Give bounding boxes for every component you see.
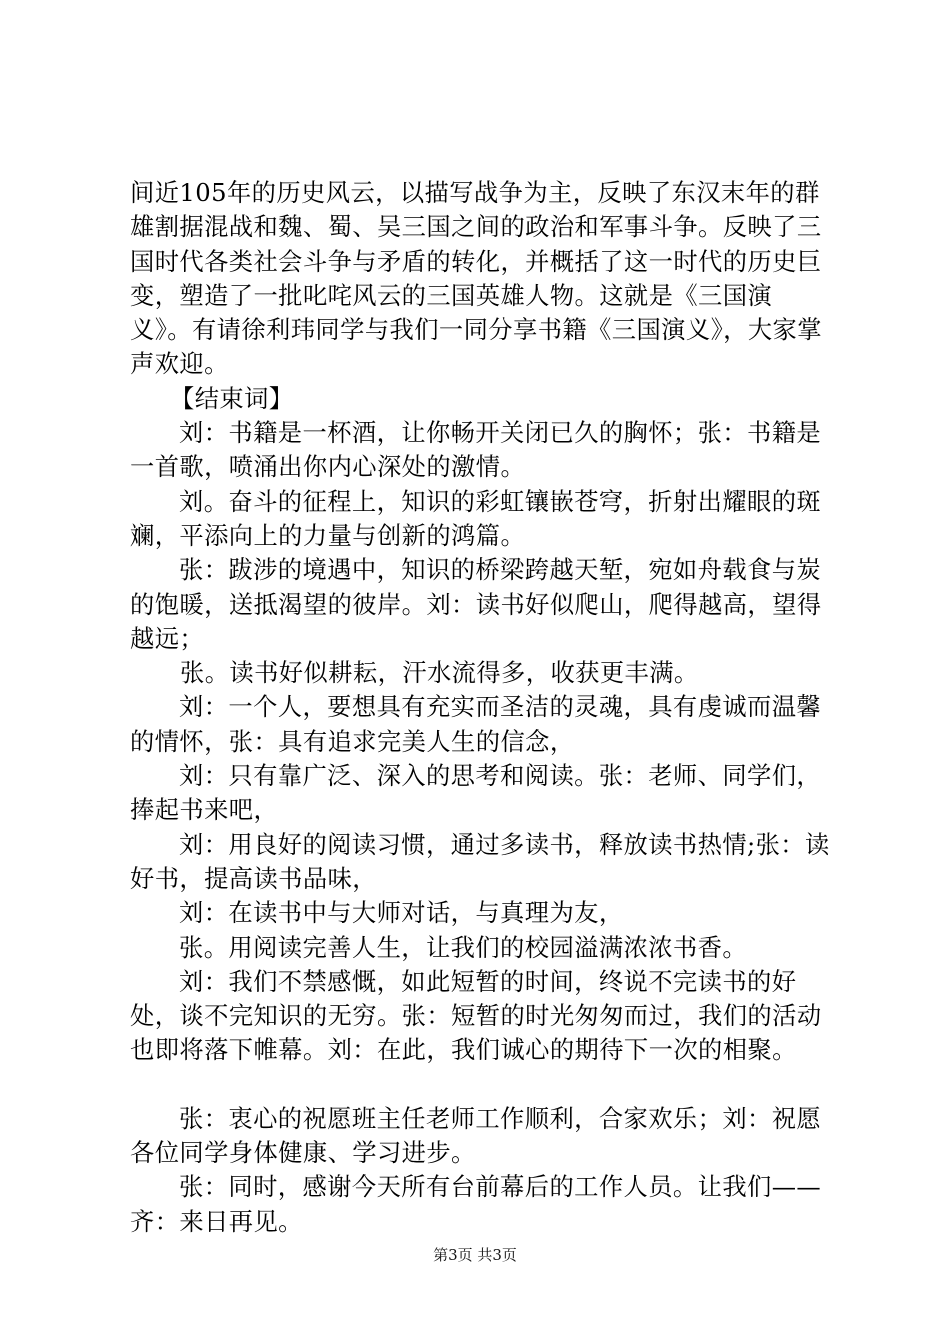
document-body xyxy=(130,176,830,1239)
paragraph: 刘：一个人，要想具有充实而圣洁的灵魂，具有虔诚而温馨的情怀，张：具有追求完美人生的信念， xyxy=(130,692,822,756)
paragraph: 张：跋涉的境遇中，知识的桥梁跨越天堑，宛如舟载食与炭的饱暖，送抵渴望的彼岸。刘：读书好似爬山，爬得越高，望得越远； xyxy=(130,555,822,653)
paragraph: 刘：书籍是一杯酒，让你畅开关闭已久的胸怀；张：书籍是一首歌，喷涌出你内心深处的激情。 xyxy=(130,418,822,482)
paragraph: 张。用阅读完善人生，让我们的校园溢满浓浓书香。 xyxy=(179,932,748,962)
paragraph-spacer xyxy=(130,1068,830,1102)
paragraph: 刘：只有靠广泛、深入的思考和阅读。张：老师、同学们，捧起书来吧， xyxy=(130,761,822,825)
paragraph: 张：同时，感谢今天所有台前幕后的工作人员。让我们——齐：来日再见。 xyxy=(130,1172,822,1236)
paragraph: 刘。奋斗的征程上，知识的彩虹镶嵌苍穹，折射出耀眼的斑斓，平添向上的力量与创新的鸿篇。 xyxy=(130,486,822,550)
paragraph: 刘：在读书中与大师对话，与真理为友， xyxy=(179,898,624,928)
paragraph: 刘：用良好的阅读习惯，通过多读书，释放读书热情;张：读好书，提高读书品味， xyxy=(130,829,830,893)
section-heading-closing-remarks: 【结束词】 xyxy=(170,383,294,413)
paragraph: 刘：我们不禁感慨，如此短暂的时间，终说不完读书的好处，谈不完知识的无穷。张：短暂的时光匆匆而过，我们的活动也即将落下帷幕。刘：在此，我们诚心的期待下一次的相聚。 xyxy=(130,966,822,1065)
paragraph-intro-continued: 间近105年的历史风云，以描写战争为主，反映了东汉末年的群雄割据混战和魏、蜀、吴三国之间的政治和军事斗争。反映了三国时代各类社会斗争与矛盾的转化，并概括了这一时代的历史巨变，塑造了一批叱咤风云的三国英雄人物。这就是《三国演义》。有请徐利玮同学与我们一同分享书籍《三国演义》，大家掌声欢迎。 xyxy=(130,178,822,379)
paragraph: 张。读书好似耕耘，汗水流得多，收获更丰满。 xyxy=(180,658,699,688)
page-number-footer: 第3页 共3页 xyxy=(433,1246,517,1264)
paragraph: 张：衷心的祝愿班主任老师工作顺利，合家欢乐；刘：祝愿各位同学身体健康、学习进步。 xyxy=(130,1103,822,1168)
